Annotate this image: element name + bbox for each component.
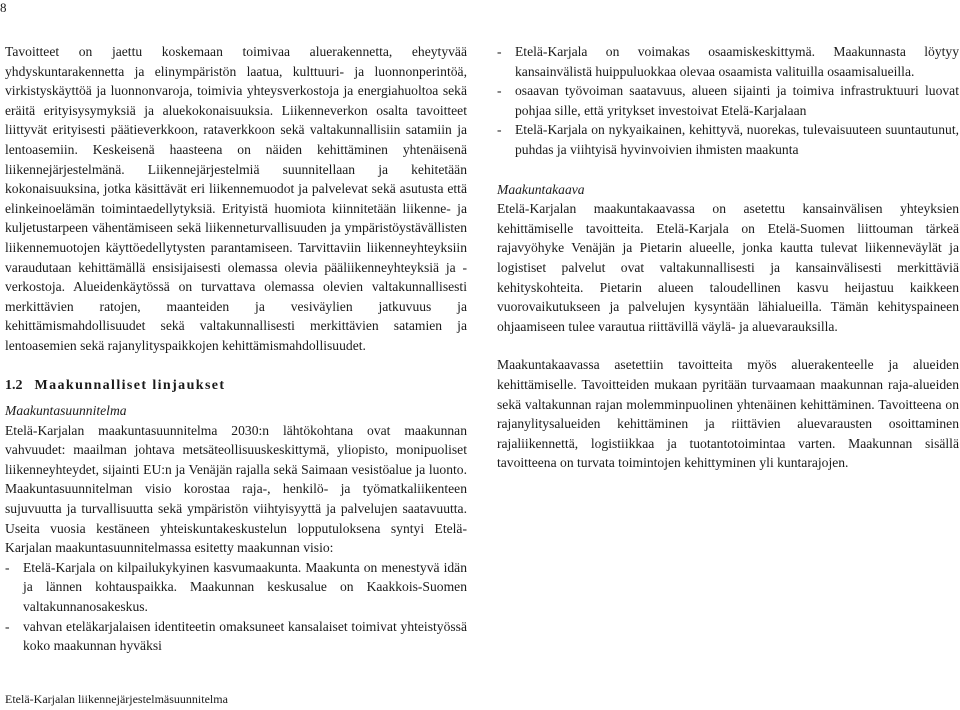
section-number: 1.2 bbox=[5, 377, 23, 393]
list-item: - Etelä-Karjala on kilpailukykyinen kasvumaakunta. Maakunta on menestyvä idän ja lännen kohtauspaikka. Maakunnan keskusalue on Kaakkois-Suomen valtakunnanosakeskus. bbox=[5, 558, 467, 617]
list-item: - Etelä-Karjala on voimakas osaamiskeskittymä. Maakunnasta löytyy kansainvälistä huippuluokkaa olevaa osaamista valituilla osaamisalueilla. bbox=[497, 42, 959, 81]
subheading-maakuntasuunnitelma: Maakuntasuunnitelma bbox=[5, 403, 127, 419]
right-column bbox=[497, 42, 959, 473]
page-number: 8 bbox=[0, 0, 7, 15]
kaava-paragraph-1: Etelä-Karjalan maakuntakaavassa on asetettu kansainvälisen yhteyksien kehittämiselle tavoitteita. Etelä-Karjala on Etelä-Suomen liittouman tärkeä rajavyöhyke Venäjän ja Pietarin alueelle, jonka kautta tulevat liikenneväylät ja logistiset palvelut ovat valtakunnallisesti ja kansainvälisesti merkittäviä kehityskohteita. Pietarin alueen taloudellinen kasvu heijastuu kaikkeen vuorovaikutukseen ja palvelujen kysyntään lähialueilla. Tämän kehityspaineen ohjaamiseen tulee varautua riittävillä väylä- ja aluevarauksilla. bbox=[497, 201, 959, 334]
kaava-paragraph-2: Maakuntakaavassa asetettiin tavoitteita myös aluerakenteelle ja alueiden kehittämiselle. Tavoitteiden mukaan pyritään turvaamaan maakunnan raja-alueiden sekä valtakunnan rajan molemminpuolinen yhtenäinen kehittäminen. Tavoitteena on rajanylitysalueiden kehittäminen ja riittävien aluevarausten osoittaminen rajaliikennettä, logistiikkaa ja tuotantotoimintaa varten. Maakunnan sisällä tavoitteena on turvata toimintojen kehittyminen yli kuntarajojen. bbox=[497, 357, 959, 471]
list-item: - osaavan työvoiman saatavuus, alueen sijainti ja toimiva infrastruktuuri luovat pohjaa sille, että yritykset investoivat Etelä-Karjalaan bbox=[497, 81, 959, 120]
left-column bbox=[5, 42, 467, 656]
vision-list bbox=[5, 558, 467, 656]
list-item: - Etelä-Karjala on nykyaikainen, kehittyvä, nuorekas, tulevaisuuteen suuntautunut, puhdas ja viihtyisä hyvinvoivien ihmisten maakunta bbox=[497, 120, 959, 159]
list-item: - vahvan eteläkarjalaisen identiteetin omaksuneet kansalaiset toimivat yhteistyössä koko maakunnan hyväksi bbox=[5, 617, 467, 656]
section-heading bbox=[5, 376, 467, 396]
subheading-maakuntakaava: Maakuntakaava bbox=[497, 181, 585, 197]
footer-title: Etelä-Karjalan liikennejärjestelmäsuunnitelma bbox=[5, 692, 228, 706]
vision-list-continued bbox=[497, 42, 959, 160]
plan-paragraph: Etelä-Karjalan maakuntasuunnitelma 2030:n lähtökohtana ovat maakunnan vahvuudet: maailman johtava metsäteollisuuskeskittymä, yliopisto, monipuoliset liikenneyhteydet, sijainti EU:n ja Venäjän rajalla sekä Saimaan vesistöalue ja luonto. Maakuntasuunnitelman visio korostaa raja-, henkilö- ja työmatkaliikenteen sujuvuutta ja turvallisuutta sekä ympäristön viihtyisyyttä ja palvelujen saatavuutta. Useita vuosia kestäneen yhteiskuntakeskustelun lopputuloksena syntyi Etelä-Karjalan maakuntasuunnitelmassa esitetty maakunnan visio: bbox=[5, 422, 467, 556]
intro-paragraph: Tavoitteet on jaettu koskemaan toimivaa aluerakennetta, eheytyvää yhdyskuntarakennetta ja elinympäristön laatua, kulttuuri- ja luonnonperintöä, virkistyskäyttöä ja luonnonvaroja, toimivia yhteysverkostoja ja energiahuoltoa sekä eräitä erityisysymyksiä ja aluekokonaisuuksia. Liikenneverkon osalta tavoitteet liittyvät erityisesti päätieverkkoon, rataverkkoon sekä valtakunnallisiin satamiin ja lentoasemiin. Keskeisenä haasteena on näiden kehittäminen yhtenäisenä liikennejärjestelmänä. Liikennejärjestelmiä suunnitellaan ja kehitetään kokonaisuuksina, jotka käsittävät eri liikennemuodot ja palvelevat sekä asutusta että elinkeinoelämän toimintaedellytyksiä. Erityistä huomiota kiinnitetään liikenne- ja kuljetustarpeen vähentämiseen sekä liikenneturvallisuuden ja ympäristöystävällisten liikennemuotojen käyttöedellytysten parantamiseen. Tarvittaviin liikenneyhteyksiin varaudutaan kehittämällä ensisijaisesti olemassa olevia pääliikenneyhteyksiä ja -verkostoja. Alueidenkäytössä on turvattava olemassa olevien valtakunnallisesti merkittävien ratojen, maanteiden ja vesiväylien jatkuvuus ja kehittämismahdollisuudet sekä valtakunnallisesti merkittävien satamien ja lentoasemien sekä rajanylityspaikkojen kehittämismahdollisuudet. bbox=[5, 44, 467, 353]
section-title: Maakunnalliset linjaukset bbox=[34, 377, 226, 393]
